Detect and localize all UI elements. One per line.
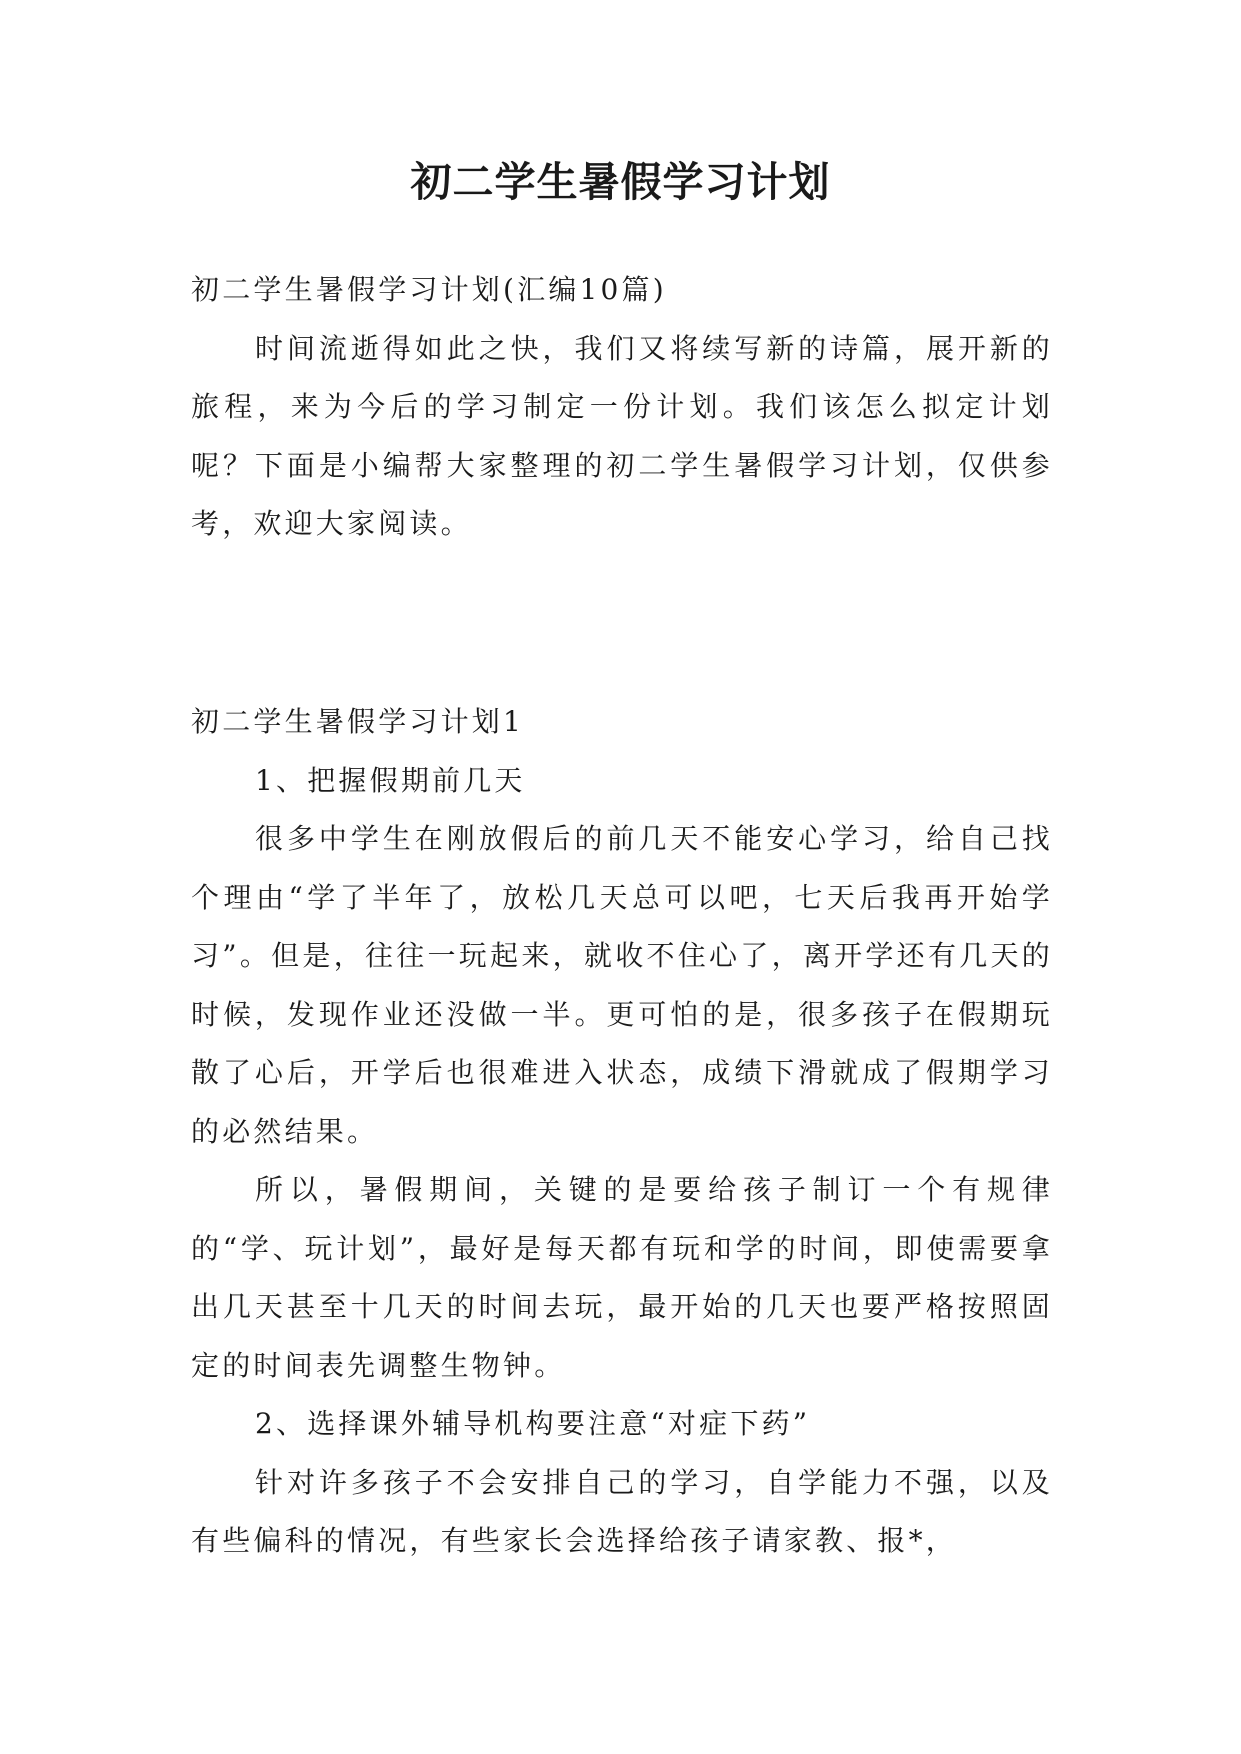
intro-subtitle: 初二学生暑假学习计划(汇编10篇) (191, 273, 667, 306)
point-1-heading: 1、把握假期前几天 (255, 763, 526, 797)
section-1-heading: 初二学生暑假学习计划1 (191, 705, 525, 738)
section-1-block (191, 693, 1053, 1571)
point-1-paragraph-1: 很多中学生在刚放假后的前几天不能安心学习，给自己找个理由“学了半年了，放松几天总可以吧，七天后我再开始学习”。但是，往往一玩起来，就收不住心了，离开学还有几天的时候，发现作业还没做一半。更可怕的是，很多孩子在假期玩散了心后，开学后也很难进入状态，成绩下滑就成了假期学习的必然结果。 (191, 822, 1053, 1148)
point-2-paragraph-1: 针对许多孩子不会安排自己的学习，自学能力不强，以及有些偏科的情况，有些家长会选择给孩子请家教、报*， (191, 1465, 1053, 1557)
document-title: 初二学生暑假学习计划 (410, 158, 831, 206)
point-2-heading: 2、选择课外辅导机构要注意“对症下药” (255, 1407, 811, 1440)
intro-block (191, 261, 1053, 554)
point-1-paragraph-2: 所以，暑假期间，关键的是要给孩子制订一个有规律的“学、玩计划”，最好是每天都有玩和学的时间，即使需要拿出几天甚至十几天的时间去玩，最开始的几天也要严格按照固定的时间表先调整生物钟。 (191, 1173, 1053, 1382)
intro-paragraph: 时间流逝得如此之快，我们又将续写新的诗篇，展开新的旅程，来为今后的学习制定一份计划。我们该怎么拟定计划呢？下面是小编帮大家整理的初二学生暑假学习计划，仅供参考，欢迎大家阅读。 (191, 331, 1053, 540)
